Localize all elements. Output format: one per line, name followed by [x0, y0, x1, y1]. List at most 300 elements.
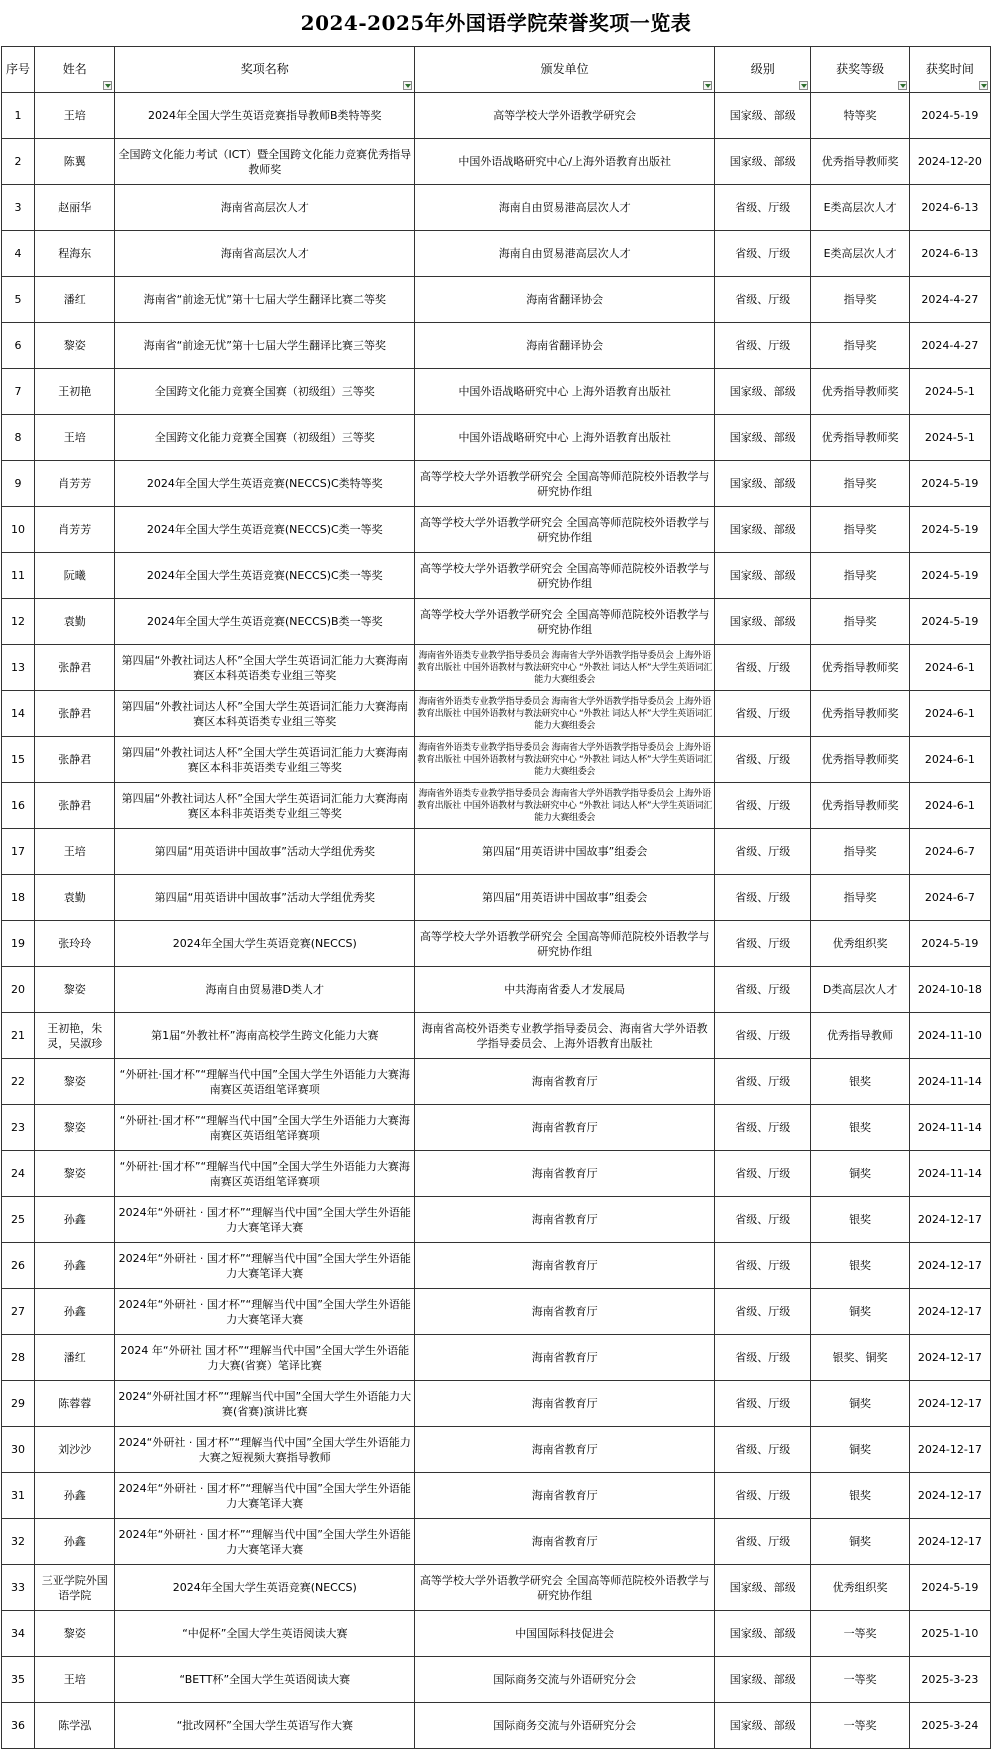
cell-award: “中促杯”全国大学生英语阅读大赛	[115, 1611, 415, 1657]
cell-index: 34	[2, 1611, 35, 1657]
cell-index: 36	[2, 1703, 35, 1749]
cell-index: 33	[2, 1565, 35, 1611]
cell-issuer: 国际商务交流与外语研究分会	[415, 1657, 715, 1703]
cell-grade: 优秀指导教师奖	[811, 369, 909, 415]
cell-name: 陈蓉蓉	[35, 1381, 115, 1427]
cell-issuer: 海南省教育厅	[415, 1289, 715, 1335]
cell-date: 2024-5-1	[909, 369, 990, 415]
table-row	[2, 185, 991, 231]
cell-grade: 银奖	[811, 1243, 909, 1289]
cell-index: 23	[2, 1105, 35, 1151]
cell-award: 全国跨文化能力考试（ICT）暨全国跨文化能力竞赛优秀指导教师奖	[115, 139, 415, 185]
cell-index: 15	[2, 737, 35, 783]
cell-issuer: 海南省教育厅	[415, 1381, 715, 1427]
cell-level: 省级、厅级	[715, 1473, 811, 1519]
cell-issuer: 高等学校大学外语教学研究会	[415, 93, 715, 139]
cell-index: 29	[2, 1381, 35, 1427]
cell-index: 3	[2, 185, 35, 231]
cell-level: 省级、厅级	[715, 323, 811, 369]
table-row	[2, 737, 991, 783]
cell-award: “外研社·国才杯”“理解当代中国”全国大学生外语能力大赛海南赛区英语组笔译赛项	[115, 1151, 415, 1197]
cell-index: 2	[2, 139, 35, 185]
cell-name: 张静君	[35, 645, 115, 691]
cell-index: 16	[2, 783, 35, 829]
cell-award: 第四届“外教社词达人杯”全国大学生英语词汇能力大赛海南赛区本科非英语类专业组三等奖	[115, 737, 415, 783]
cell-award: 海南省高层次人才	[115, 185, 415, 231]
cell-level: 国家级、部级	[715, 507, 811, 553]
cell-level: 省级、厅级	[715, 1427, 811, 1473]
cell-grade: 指导奖	[811, 553, 909, 599]
cell-issuer: 国际商务交流与外语研究分会	[415, 1703, 715, 1749]
header-label: 颁发单位	[540, 62, 589, 76]
table-row	[2, 1703, 991, 1749]
cell-award: 第1届“外教社杯”海南高校学生跨文化能力大赛	[115, 1013, 415, 1059]
cell-grade: E类高层次人才	[811, 231, 909, 277]
cell-name: 陈翼	[35, 139, 115, 185]
cell-name: 孙鑫	[35, 1519, 115, 1565]
cell-grade: 铜奖	[811, 1427, 909, 1473]
table-row	[2, 231, 991, 277]
table-row	[2, 1289, 991, 1335]
filter-dropdown-icon[interactable]	[703, 81, 712, 90]
cell-grade: 优秀指导教师奖	[811, 783, 909, 829]
cell-issuer: 第四届“用英语讲中国故事”组委会	[415, 875, 715, 921]
cell-grade: 指导奖	[811, 323, 909, 369]
table-row	[2, 645, 991, 691]
table-row	[2, 1151, 991, 1197]
cell-issuer: 海南自由贸易港高层次人才	[415, 185, 715, 231]
cell-issuer: 海南省教育厅	[415, 1059, 715, 1105]
cell-index: 26	[2, 1243, 35, 1289]
cell-award: 2024年全国大学生英语竞赛(NECCS)C类一等奖	[115, 553, 415, 599]
cell-name: 肖芳芳	[35, 461, 115, 507]
cell-level: 国家级、部级	[715, 553, 811, 599]
cell-level: 省级、厅级	[715, 967, 811, 1013]
table-row	[2, 921, 991, 967]
table-row	[2, 1473, 991, 1519]
table-row	[2, 1013, 991, 1059]
cell-date: 2024-12-17	[909, 1473, 990, 1519]
cell-level: 省级、厅级	[715, 1243, 811, 1289]
cell-index: 9	[2, 461, 35, 507]
cell-date: 2024-6-13	[909, 231, 990, 277]
table-row	[2, 461, 991, 507]
cell-date: 2024-6-7	[909, 829, 990, 875]
cell-index: 21	[2, 1013, 35, 1059]
table-row	[2, 1059, 991, 1105]
cell-name: 孙鑫	[35, 1243, 115, 1289]
filter-dropdown-icon[interactable]	[403, 81, 412, 90]
table-row	[2, 1243, 991, 1289]
cell-level: 省级、厅级	[715, 783, 811, 829]
header-cell	[415, 47, 715, 93]
cell-grade: 优秀指导教师	[811, 1013, 909, 1059]
cell-grade: 优秀指导教师奖	[811, 737, 909, 783]
cell-date: 2024-5-19	[909, 599, 990, 645]
cell-issuer: 第四届“用英语讲中国故事”组委会	[415, 829, 715, 875]
cell-name: 王培	[35, 1657, 115, 1703]
cell-issuer: 海南省外语类专业教学指导委员会 海南省大学外语教学指导委员会 上海外语教育出版社 中国外语教材与教法研究中心 “外教社 词达人杯”大学生英语词汇能力大赛组委会	[415, 737, 715, 783]
cell-date: 2024-12-17	[909, 1381, 990, 1427]
table-row	[2, 875, 991, 921]
cell-name: 王培	[35, 829, 115, 875]
cell-award: 2024年全国大学生英语竞赛(NECCS)	[115, 1565, 415, 1611]
cell-issuer: 中国外语战略研究中心 上海外语教育出版社	[415, 369, 715, 415]
cell-grade: 一等奖	[811, 1703, 909, 1749]
cell-award: 海南省“前途无忧”第十七届大学生翻译比赛三等奖	[115, 323, 415, 369]
cell-date: 2024-12-17	[909, 1289, 990, 1335]
cell-date: 2024-12-17	[909, 1335, 990, 1381]
cell-date: 2024-5-19	[909, 461, 990, 507]
cell-award: 2024年全国大学生英语竞赛(NECCS)C类特等奖	[115, 461, 415, 507]
cell-issuer: 海南省教育厅	[415, 1473, 715, 1519]
table-row	[2, 691, 991, 737]
cell-date: 2024-12-17	[909, 1427, 990, 1473]
cell-date: 2024-6-1	[909, 783, 990, 829]
cell-level: 省级、厅级	[715, 277, 811, 323]
cell-issuer: 海南省翻译协会	[415, 323, 715, 369]
table-row	[2, 1335, 991, 1381]
cell-award: “外研社·国才杯”“理解当代中国”全国大学生外语能力大赛海南赛区英语组笔译赛项	[115, 1105, 415, 1151]
table-row	[2, 1519, 991, 1565]
cell-name: 黎姿	[35, 1151, 115, 1197]
cell-date: 2024-12-17	[909, 1197, 990, 1243]
cell-name: 王初艳，朱灵，吴淑珍	[35, 1013, 115, 1059]
sheet-title: 2024-2025年外国语学院荣誉奖项一览表	[300, 11, 692, 35]
cell-grade: 银奖	[811, 1059, 909, 1105]
cell-index: 6	[2, 323, 35, 369]
table-row	[2, 369, 991, 415]
cell-award: 2024 年“外研社 国才杯”“理解当代中国”全国大学生外语能力大赛(省赛）笔译比赛	[115, 1335, 415, 1381]
cell-date: 2024-5-19	[909, 553, 990, 599]
cell-date: 2024-4-27	[909, 277, 990, 323]
cell-index: 13	[2, 645, 35, 691]
table-row	[2, 1565, 991, 1611]
cell-award: 海南自由贸易港D类人才	[115, 967, 415, 1013]
cell-grade: 银奖、铜奖	[811, 1335, 909, 1381]
table-row	[2, 599, 991, 645]
table-row	[2, 1427, 991, 1473]
cell-index: 12	[2, 599, 35, 645]
cell-name: 孙鑫	[35, 1197, 115, 1243]
cell-grade: 指导奖	[811, 507, 909, 553]
cell-issuer: 海南省教育厅	[415, 1151, 715, 1197]
cell-issuer: 海南省教育厅	[415, 1105, 715, 1151]
cell-date: 2024-10-18	[909, 967, 990, 1013]
cell-award: 2024“外研社国才杯”“理解当代中国”全国大学生外语能力大赛(省赛)演讲比赛	[115, 1381, 415, 1427]
cell-index: 35	[2, 1657, 35, 1703]
cell-index: 17	[2, 829, 35, 875]
cell-grade: 银奖	[811, 1105, 909, 1151]
cell-name: 孙鑫	[35, 1289, 115, 1335]
filter-dropdown-icon[interactable]	[103, 81, 112, 90]
cell-name: 潘红	[35, 1335, 115, 1381]
cell-level: 国家级、部级	[715, 1703, 811, 1749]
cell-name: 王初艳	[35, 369, 115, 415]
cell-date: 2024-5-19	[909, 921, 990, 967]
cell-date: 2025-3-23	[909, 1657, 990, 1703]
table-row	[2, 1611, 991, 1657]
cell-level: 省级、厅级	[715, 185, 811, 231]
cell-level: 省级、厅级	[715, 691, 811, 737]
cell-grade: 优秀指导教师奖	[811, 645, 909, 691]
filter-dropdown-icon[interactable]	[799, 81, 808, 90]
cell-award: 2024年全国大学生英语竞赛指导教师B类特等奖	[115, 93, 415, 139]
table-row	[2, 323, 991, 369]
cell-award: “BETT杯”全国大学生英语阅读大赛	[115, 1657, 415, 1703]
cell-issuer: 海南省翻译协会	[415, 277, 715, 323]
cell-level: 省级、厅级	[715, 231, 811, 277]
cell-date: 2024-5-19	[909, 93, 990, 139]
cell-date: 2025-1-10	[909, 1611, 990, 1657]
cell-name: 黎姿	[35, 967, 115, 1013]
cell-award: 第四届“用英语讲中国故事”活动大学组优秀奖	[115, 829, 415, 875]
cell-issuer: 高等学校大学外语教学研究会 全国高等师范院校外语教学与研究协作组	[415, 507, 715, 553]
cell-name: 袁勤	[35, 875, 115, 921]
cell-index: 18	[2, 875, 35, 921]
header-label: 级别	[750, 62, 775, 76]
cell-index: 32	[2, 1519, 35, 1565]
cell-level: 省级、厅级	[715, 645, 811, 691]
cell-date: 2024-12-17	[909, 1519, 990, 1565]
cell-level: 国家级、部级	[715, 369, 811, 415]
cell-level: 国家级、部级	[715, 1657, 811, 1703]
cell-issuer: 海南自由贸易港高层次人才	[415, 231, 715, 277]
cell-award: 第四届“外教社词达人杯”全国大学生英语词汇能力大赛海南赛区本科英语类专业组三等奖	[115, 691, 415, 737]
cell-level: 国家级、部级	[715, 1611, 811, 1657]
cell-award: 2024“外研社 · 国才杯”“理解当代中国”全国大学生外语能力大赛之短视频大赛指导教师	[115, 1427, 415, 1473]
cell-date: 2024-6-1	[909, 691, 990, 737]
header-cell	[115, 47, 415, 93]
cell-award: 海南省“前途无忧”第十七届大学生翻译比赛二等奖	[115, 277, 415, 323]
cell-award: 第四届“外教社词达人杯”全国大学生英语词汇能力大赛海南赛区本科英语类专业组三等奖	[115, 645, 415, 691]
cell-grade: 指导奖	[811, 599, 909, 645]
cell-index: 4	[2, 231, 35, 277]
cell-index: 31	[2, 1473, 35, 1519]
cell-issuer: 中共海南省委人才发展局	[415, 967, 715, 1013]
cell-name: 刘沙沙	[35, 1427, 115, 1473]
cell-grade: 铜奖	[811, 1381, 909, 1427]
cell-date: 2024-12-20	[909, 139, 990, 185]
cell-level: 省级、厅级	[715, 1059, 811, 1105]
cell-date: 2024-6-7	[909, 875, 990, 921]
awards-table	[1, 46, 991, 1749]
table-row	[2, 553, 991, 599]
cell-level: 省级、厅级	[715, 1289, 811, 1335]
cell-award: 海南省高层次人才	[115, 231, 415, 277]
table-row	[2, 415, 991, 461]
table-body	[2, 93, 991, 1749]
table-row	[2, 1197, 991, 1243]
table-row	[2, 93, 991, 139]
cell-issuer: 海南省外语类专业教学指导委员会 海南省大学外语教学指导委员会 上海外语教育出版社 中国外语教材与教法研究中心 “外教社 词达人杯”大学生英语词汇能力大赛组委会	[415, 645, 715, 691]
header-cell	[2, 47, 35, 93]
cell-index: 7	[2, 369, 35, 415]
cell-index: 8	[2, 415, 35, 461]
cell-index: 24	[2, 1151, 35, 1197]
cell-index: 27	[2, 1289, 35, 1335]
header-label: 获奖时间	[925, 62, 974, 76]
cell-index: 10	[2, 507, 35, 553]
cell-grade: 优秀组织奖	[811, 921, 909, 967]
cell-index: 11	[2, 553, 35, 599]
cell-level: 省级、厅级	[715, 1197, 811, 1243]
cell-issuer: 海南省外语类专业教学指导委员会 海南省大学外语教学指导委员会 上海外语教育出版社 中国外语教材与教法研究中心 “外教社 词达人杯”大学生英语词汇能力大赛组委会	[415, 783, 715, 829]
cell-name: 肖芳芳	[35, 507, 115, 553]
cell-award: 全国跨文化能力竞赛全国赛（初级组）三等奖	[115, 415, 415, 461]
cell-index: 20	[2, 967, 35, 1013]
cell-date: 2024-6-1	[909, 645, 990, 691]
cell-level: 国家级、部级	[715, 1565, 811, 1611]
cell-index: 1	[2, 93, 35, 139]
cell-award: 2024年“外研社 · 国才杯”“理解当代中国”全国大学生外语能力大赛笔译大赛	[115, 1473, 415, 1519]
cell-date: 2024-11-14	[909, 1059, 990, 1105]
cell-issuer: 中国外语战略研究中心 上海外语教育出版社	[415, 415, 715, 461]
table-row	[2, 1105, 991, 1151]
cell-name: 张静君	[35, 737, 115, 783]
cell-level: 省级、厅级	[715, 737, 811, 783]
cell-issuer: 海南省教育厅	[415, 1427, 715, 1473]
cell-grade: 铜奖	[811, 1289, 909, 1335]
header-cell	[715, 47, 811, 93]
cell-level: 国家级、部级	[715, 599, 811, 645]
cell-award: 2024年全国大学生英语竞赛(NECCS)	[115, 921, 415, 967]
cell-grade: 铜奖	[811, 1519, 909, 1565]
cell-name: 张玲玲	[35, 921, 115, 967]
cell-level: 省级、厅级	[715, 1381, 811, 1427]
cell-level: 国家级、部级	[715, 461, 811, 507]
cell-grade: 特等奖	[811, 93, 909, 139]
cell-date: 2024-4-27	[909, 323, 990, 369]
cell-award: 全国跨文化能力竞赛全国赛（初级组）三等奖	[115, 369, 415, 415]
cell-grade: 优秀指导教师奖	[811, 139, 909, 185]
cell-grade: 一等奖	[811, 1657, 909, 1703]
header-row	[2, 47, 991, 93]
cell-name: 王培	[35, 93, 115, 139]
cell-grade: 银奖	[811, 1473, 909, 1519]
cell-issuer: 海南省高校外语类专业教学指导委员会、海南省大学外语教学指导委员会、上海外语教育出版社	[415, 1013, 715, 1059]
cell-grade: 指导奖	[811, 829, 909, 875]
cell-index: 5	[2, 277, 35, 323]
cell-date: 2024-6-13	[909, 185, 990, 231]
cell-date: 2024-5-1	[909, 415, 990, 461]
cell-award: 2024年“外研社 · 国才杯”“理解当代中国”全国大学生外语能力大赛笔译大赛	[115, 1197, 415, 1243]
table-row	[2, 1381, 991, 1427]
cell-issuer: 海南省教育厅	[415, 1197, 715, 1243]
cell-name: 袁勤	[35, 599, 115, 645]
cell-date: 2024-5-19	[909, 507, 990, 553]
cell-award: 第四届“用英语讲中国故事”活动大学组优秀奖	[115, 875, 415, 921]
cell-issuer: 海南省教育厅	[415, 1335, 715, 1381]
cell-grade: D类高层次人才	[811, 967, 909, 1013]
cell-name: 陈学泓	[35, 1703, 115, 1749]
cell-issuer: 高等学校大学外语教学研究会 全国高等师范院校外语教学与研究协作组	[415, 553, 715, 599]
cell-name: 阮曦	[35, 553, 115, 599]
table-row	[2, 277, 991, 323]
cell-date: 2025-3-24	[909, 1703, 990, 1749]
cell-grade: 优秀指导教师奖	[811, 415, 909, 461]
cell-grade: 优秀指导教师奖	[811, 691, 909, 737]
cell-index: 14	[2, 691, 35, 737]
table-row	[2, 967, 991, 1013]
cell-name: 张静君	[35, 783, 115, 829]
table-row	[2, 139, 991, 185]
cell-issuer: 中国外语战略研究中心/上海外语教育出版社	[415, 139, 715, 185]
cell-name: 张静君	[35, 691, 115, 737]
cell-issuer: 高等学校大学外语教学研究会 全国高等师范院校外语教学与研究协作组	[415, 1565, 715, 1611]
cell-award: 2024年“外研社 · 国才杯”“理解当代中国”全国大学生外语能力大赛笔译大赛	[115, 1519, 415, 1565]
cell-index: 22	[2, 1059, 35, 1105]
cell-grade: 银奖	[811, 1197, 909, 1243]
cell-level: 省级、厅级	[715, 1013, 811, 1059]
cell-date: 2024-6-1	[909, 737, 990, 783]
header-cell	[811, 47, 909, 93]
cell-grade: 指导奖	[811, 875, 909, 921]
cell-award: “外研社·国才杯”“理解当代中国”全国大学生外语能力大赛海南赛区英语组笔译赛项	[115, 1059, 415, 1105]
filter-dropdown-icon[interactable]	[898, 81, 907, 90]
cell-award: 2024年全国大学生英语竞赛(NECCS)C类一等奖	[115, 507, 415, 553]
table-row	[2, 829, 991, 875]
cell-date: 2024-11-10	[909, 1013, 990, 1059]
cell-name: 黎姿	[35, 1105, 115, 1151]
cell-index: 19	[2, 921, 35, 967]
cell-level: 国家级、部级	[715, 415, 811, 461]
cell-issuer: 中国国际科技促进会	[415, 1611, 715, 1657]
cell-issuer: 海南省教育厅	[415, 1519, 715, 1565]
cell-name: 赵丽华	[35, 185, 115, 231]
header-label: 序号	[6, 62, 31, 76]
cell-grade: 指导奖	[811, 461, 909, 507]
cell-level: 省级、厅级	[715, 1151, 811, 1197]
cell-level: 省级、厅级	[715, 921, 811, 967]
cell-award: “批改网杯”全国大学生英语写作大赛	[115, 1703, 415, 1749]
cell-issuer: 高等学校大学外语教学研究会 全国高等师范院校外语教学与研究协作组	[415, 599, 715, 645]
header-cell	[909, 47, 990, 93]
cell-issuer: 高等学校大学外语教学研究会 全国高等师范院校外语教学与研究协作组	[415, 461, 715, 507]
cell-name: 程海东	[35, 231, 115, 277]
cell-date: 2024-5-19	[909, 1565, 990, 1611]
cell-level: 省级、厅级	[715, 829, 811, 875]
header-label: 奖项名称	[240, 62, 289, 76]
cell-award: 2024年“外研社 · 国才杯”“理解当代中国”全国大学生外语能力大赛笔译大赛	[115, 1289, 415, 1335]
cell-issuer: 海南省教育厅	[415, 1243, 715, 1289]
cell-name: 三亚学院外国语学院	[35, 1565, 115, 1611]
cell-grade: 指导奖	[811, 277, 909, 323]
cell-level: 省级、厅级	[715, 1105, 811, 1151]
cell-award: 2024年全国大学生英语竞赛(NECCS)B类一等奖	[115, 599, 415, 645]
header-label: 姓名	[62, 62, 87, 76]
cell-award: 第四届“外教社词达人杯”全国大学生英语词汇能力大赛海南赛区本科非英语类专业组三等奖	[115, 783, 415, 829]
cell-award: 2024年“外研社 · 国才杯”“理解当代中国”全国大学生外语能力大赛笔译大赛	[115, 1243, 415, 1289]
cell-grade: 优秀组织奖	[811, 1565, 909, 1611]
cell-level: 省级、厅级	[715, 1519, 811, 1565]
filter-dropdown-icon[interactable]	[979, 81, 988, 90]
cell-date: 2024-11-14	[909, 1105, 990, 1151]
cell-index: 30	[2, 1427, 35, 1473]
cell-level: 省级、厅级	[715, 875, 811, 921]
table-row	[2, 507, 991, 553]
cell-grade: 一等奖	[811, 1611, 909, 1657]
cell-level: 国家级、部级	[715, 93, 811, 139]
cell-level: 省级、厅级	[715, 1335, 811, 1381]
cell-name: 黎姿	[35, 1059, 115, 1105]
cell-name: 黎姿	[35, 323, 115, 369]
cell-name: 孙鑫	[35, 1473, 115, 1519]
cell-name: 潘红	[35, 277, 115, 323]
cell-level: 国家级、部级	[715, 139, 811, 185]
table-row	[2, 783, 991, 829]
cell-grade: 铜奖	[811, 1151, 909, 1197]
